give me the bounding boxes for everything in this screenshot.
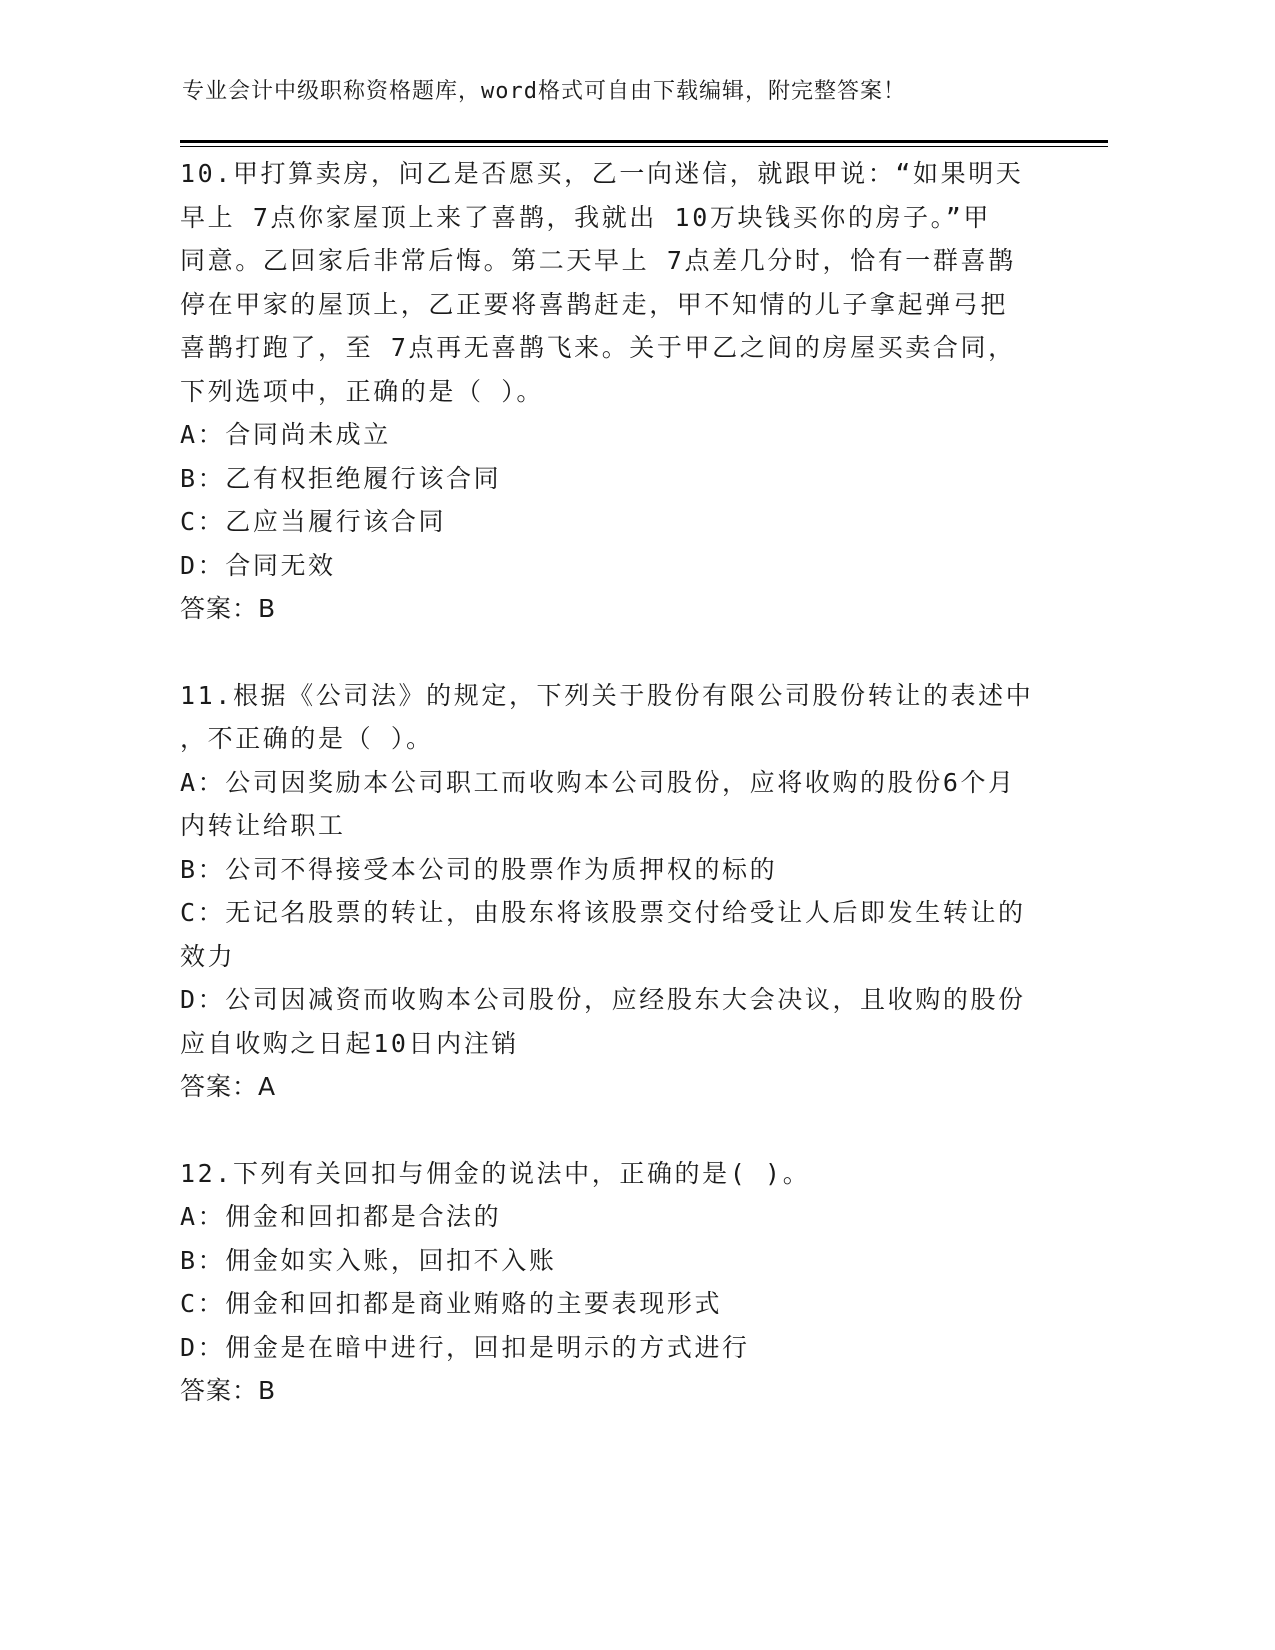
question-list [180, 152, 1040, 1456]
option-b: B：乙有权拒绝履行该合同 [180, 463, 502, 493]
option-c: C：无记名股票的转让，由股东将该股票交付给受让人后即发生转让的 [180, 898, 1026, 927]
question-stem-line: ，不正确的是（ ）。 [180, 724, 434, 753]
question-stem-line: 停在甲家的屋顶上，乙正要将喜鹊赶走，甲不知情的儿子拿起弹弓把 [180, 289, 1009, 319]
option-c: C：佣金和回扣都是商业贿赂的主要表现形式 [180, 1289, 723, 1318]
option-a: A：公司因奖励本公司职工而收购本公司股份，应将收购的股份6个月 [180, 767, 1016, 797]
option-d: D：合同无效 [180, 550, 336, 580]
option-a: A：佣金和回扣都是合法的 [180, 1202, 502, 1231]
option-c-continued: 效力 [180, 941, 236, 971]
question-stem-line: 喜鹊打跑了，至 7点再无喜鹊飞来。关于甲乙之间的房屋买卖合同， [180, 333, 1016, 362]
question-stem-line: 下列选项中，正确的是（ ）。 [180, 376, 544, 406]
question-11 [180, 674, 1040, 1109]
question-stem-line: 同意。乙回家后非常后悔。第二天早上 7点差几分时，恰有一群喜鹊 [180, 246, 1016, 275]
answer-label: 答案：A [180, 1072, 277, 1101]
option-b: B：佣金如实入账，回扣不入账 [180, 1245, 557, 1275]
header-rule-thick [180, 140, 1108, 143]
question-10 [180, 152, 1040, 631]
option-a-continued: 内转让给职工 [180, 811, 346, 840]
answer-label: 答案：B [180, 1376, 277, 1405]
question-stem-line: 早上 7点你家屋顶上来了喜鹊，我就出 10万块钱买你的房子。”甲 [180, 202, 992, 232]
answer-label: 答案：B [180, 594, 277, 623]
question-12 [180, 1152, 1040, 1413]
option-b: B：公司不得接受本公司的股票作为质押权的标的 [180, 854, 778, 884]
option-d: D：公司因减资而收购本公司股份，应经股东大会决议，且收购的股份 [180, 985, 1026, 1014]
option-d: D：佣金是在暗中进行，回扣是明示的方式进行 [180, 1332, 750, 1362]
option-a: A：合同尚未成立 [180, 420, 391, 449]
page-header: 专业会计中级职称资格题库，word格式可自由下载编辑，附完整答案！ [182, 79, 906, 104]
option-d-continued: 应自收购之日起10日内注销 [180, 1028, 519, 1058]
header-rule-thin [180, 146, 1108, 147]
question-stem-line: 12.下列有关回扣与佣金的说法中，正确的是( )。 [180, 1158, 811, 1188]
option-c: C：乙应当履行该合同 [180, 507, 447, 536]
question-stem-line: 11.根据《公司法》的规定，下列关于股份有限公司股份转让的表述中 [180, 680, 1034, 710]
question-stem-line: 10.甲打算卖房，问乙是否愿买，乙一向迷信，就跟甲说：“如果明天 [180, 159, 1024, 188]
